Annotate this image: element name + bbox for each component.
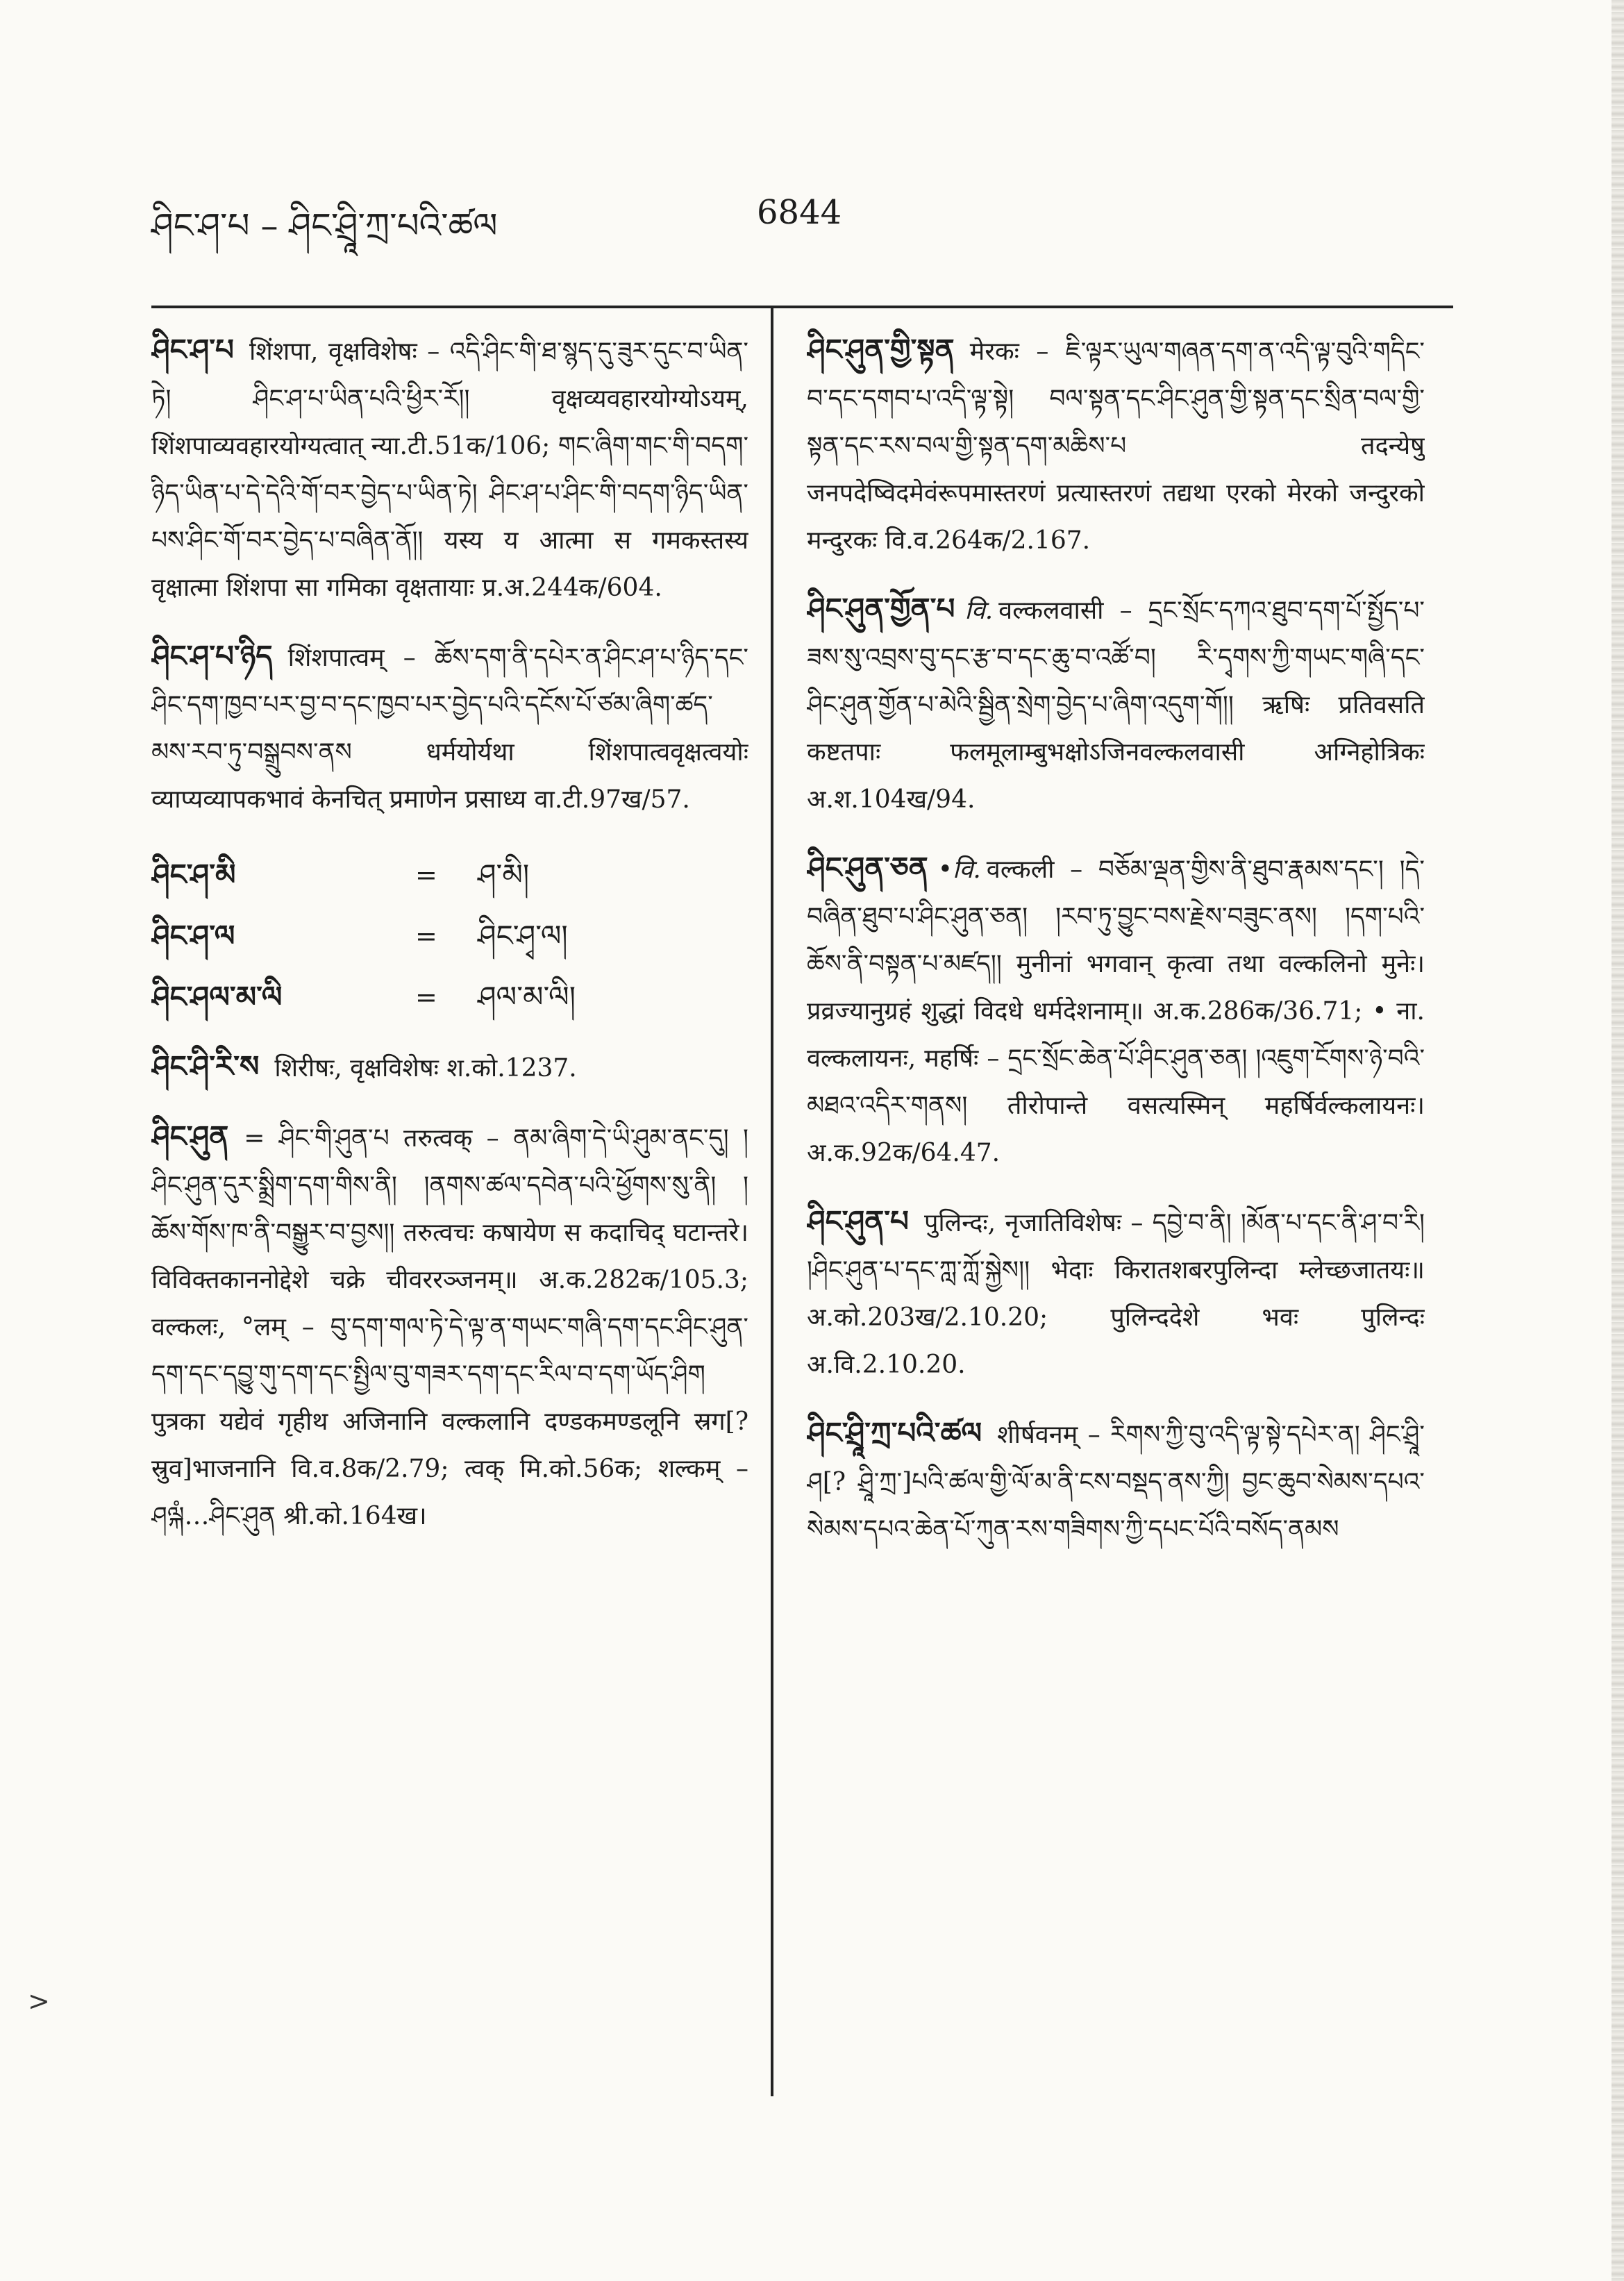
entry-text: शिंशपात्वम् – ཆོས་དག་ནི་དཔེར་ན་ཤིང་ཤ་པ་ཉིད་དང་ཤིང་དག་ཁྱབ་པར་བྱ་བ་དང་ཁྱབ་པར་བྱེད་པའི་དངོས་པོ་ཙམ་ཞིག་ཚད་མས་རབ་ཏུ་བསྒྲུབས་ནས धर्मयोर्यथा शिंशपात्ववृक्षत्वयोः व्याप्यव्यापकभावं केनचित् प्रमाणेन प्रसाध्य वा.टी.97ख/57. xyxy=(151,644,748,814)
column-divider xyxy=(771,308,773,2096)
cross-reference xyxy=(151,905,748,967)
header-rule xyxy=(151,306,1453,308)
entry-text: शिरीषः, वृक्षविशेषः श.को.1237. xyxy=(274,1054,577,1083)
left-column xyxy=(151,326,748,2201)
entry-text: पुलिन्दः, नृजातिविशेषः – དབྱེ་བ་ནི། །མོན་པ་དང་ནི་ཤ་བ་རི། །ཤིང་ཤུན་པ་དང་ཀླ་ཀློ་སྐྱེས།། भेदाः किरातशबरपुलिन्दा म्लेच्छजातयः॥ अ.को.203ख/2.10.20; पुलिन्ददेशे भवः पुलिन्दः अ.वि.2.10.20. xyxy=(807,1209,1425,1379)
xref-equals: = xyxy=(415,982,437,1012)
xref-headword: ཤིང་ཤལ་མ་ལི xyxy=(151,980,283,1014)
dictionary-entry xyxy=(807,844,1425,1177)
entry-headword: ཤིང་ཤུན་ཅན xyxy=(807,851,928,885)
entry-headword: ཤིང་ཤུན་གྱོན་པ xyxy=(807,592,955,626)
entry-headword: ཤིང་ཤི་རི་ས xyxy=(151,1049,260,1083)
dictionary-entry xyxy=(807,585,1425,824)
entry-grammar: •वि. xyxy=(937,855,981,884)
dictionary-entry xyxy=(807,1198,1425,1389)
entry-headword: ཤིང་ཤུན་པ xyxy=(807,1204,909,1238)
entry-text: शिंशपा, वृक्षविशेषः – འདི་ཤིང་གི་ཐ་སྙད་དུ་ཟུར་དུང་བ་ཡིན་ཏེ། ཤིང་ཤ་པ་ཡིན་པའི་ཕྱིར་རོ།། वृक्षव्यवहारयोग्योऽयम्, शिंशपाव्यवहारयोग्यत्वात् न्या.टी.51क/106; གང་ཞིག་གང་གི་བདག་ཉིད་ཡིན་པ་དེ་དེའི་གོ་བར་བྱེད་པ་ཡིན་ཏེ། ཤིང་ཤ་པ་ཤིང་གི་བདག་ཉིད་ཡིན་པས་ཤིང་གོ་བར་བྱེད་པ་བཞིན་ནོ།། यस्य य आत्मा स गमकस्तस्य वृक्षात्मा शिंशपा सा गमिका वृक्षतायाः प्र.अ.244क/604. xyxy=(151,337,748,602)
cross-reference xyxy=(151,967,748,1028)
entry-text: शीर्षवनम् – རིགས་ཀྱི་བུ་འདི་ལྟ་སྟེ་དཔེར་ན། ཤིང་ཤྲཱི་ཤ[? ཤྲཱི་ཀྲ་]པའི་ཚལ་གྱི་ལོ་མ་ནི་ངས་བསྡད་ནས་ཀྱི། བྱང་ཆུབ་སེམས་དཔའ་སེམས་དཔའ་ཆེན་པོ་ཀུན་རས་གཟིགས་ཀྱི་དཔང་པོའི་བསོད་ནམས xyxy=(807,1421,1425,1544)
entry-headword: ཤིང་ཤུན xyxy=(151,1119,229,1153)
scan-edge-shadow xyxy=(1612,0,1624,2281)
entry-text: वल्कलवासी – དྲང་སྲོང་དཀའ་ཐུབ་དག་པོ་སྤྱོད་པ་ཟས་སུ་འབྲས་བུ་དང་རྩ་བ་དང་ཆུ་བ་འཚོ་བ། རི་དྭགས་ཀྱི་གཡང་གཞི་དང་ཤིང་ཤུན་གྱོན་པ་མེའི་སྦྱིན་སྲེག་བྱེད་པ་ཞིག་འདུག་གོ།། ऋषिः प्रतिवसति कष्टतपाः फलमूलाम्बुभक्षोऽजिनवल्कलवासी अग्निहोत्रिकः अ.श.104ख/94. xyxy=(807,596,1425,814)
xref-headword: ཤིང་ཤ་ལ xyxy=(151,919,235,953)
xref-target: ཤ་མི། xyxy=(478,858,530,892)
entry-text: वल्कली – བཅོམ་ལྡན་གྱིས་ནི་ཐུབ་རྣམས་དང་། །དེ་བཞིན་ཐུབ་པ་ཤིང་ཤུན་ཅན། །རབ་ཏུ་བྱུང་བས་རྗེས་བཟུང་ནས། །དག་པའི་ཆོས་ནི་བསྟན་པ་མཛད།། मुनीनां भगवान् कृत्वा तथा वल्कलिनो मुनेः। प्रव्रज्यानुग्रहं शुद्धां विदधे धर्मदेशनाम्॥ अ.क.286क/36.71; • ना. वल्कलायनः, महर्षिः – དྲང་སྲོང་ཆེན་པོ་ཤིང་ཤུན་ཅན། །འཇུག་ངོགས་ཉེ་བའི་མཐའ་འདིར་གནས། तीरोपान्ते वसत्यस्मिन् महर्षिर्वल्कलायनः। अ.क.92क/64.47. xyxy=(807,855,1425,1167)
cross-reference-list xyxy=(151,844,748,1028)
right-column xyxy=(807,326,1425,2201)
dictionary-entry xyxy=(151,326,748,612)
xref-equals: = xyxy=(415,921,437,951)
cross-reference xyxy=(151,844,748,905)
dictionary-entry xyxy=(151,1113,748,1540)
entry-headword: ཤིང་ཤ་པ xyxy=(151,333,234,367)
dictionary-entry xyxy=(807,326,1425,565)
xref-target: ཤལ་མ་ལི། xyxy=(478,980,576,1014)
entry-grammar: वि. xyxy=(964,596,994,625)
entry-headword: ཤིང་ཤྲཱི་ཀྲ་པའི་ཚལ xyxy=(807,1416,982,1450)
dictionary-entry xyxy=(807,1410,1425,1553)
xref-headword: ཤིང་ཤ་མི xyxy=(151,858,236,892)
xref-equals: = xyxy=(415,860,437,890)
margin-mark: > xyxy=(28,1986,50,2016)
dictionary-entry xyxy=(151,1043,748,1092)
entry-text: = ཤིང་གི་ཤུན་པ तरुत्वक् – ནམ་ཞིག་དེ་ཡི་ཤུམ་ནང་དུ། །ཤིང་ཤུན་དུར་སྨྲིག་དག་གིས་ནི། །ནགས་ཚལ་དབེན་པའི་ཕྱོགས་སུ་ནི། །ཆོས་གོས་ཁ་ནི་བསྒྱུར་བ་བྱས།། तरुत्वचः कषायेण स कदाचिद् घटान्तरे। विविक्तकाननोद्देशे चक्रे चीवररञ्जनम्॥ अ.क.282क/105.3; वल्कलः, °लम् – བུ་དག་གལ་ཏེ་དེ་ལྟ་ན་གཡང་གཞི་དག་དང་ཤིང་ཤུན་དག་དང་དབྱུ་གུ་དག་དང་སྤྱིལ་བུ་གཟར་དག་དང་རིལ་བ་དག་ཡོད་ཤིག पुत्रका यद्येवं गृहीथ अजिनानि वल्कलानि दण्डकमण्डलूनि स्रग[? स्रुव]भाजनानि वि.व.8क/2.79; त्वक् मि.को.56क; शल्कम् – ཤལྐཾ…ཤིང་ཤུན श्री.को.164ख। xyxy=(151,1124,748,1530)
dictionary-entry xyxy=(151,633,748,824)
xref-target: ཤིང་ཤྭ་ལ། xyxy=(478,919,568,953)
page-number: 6844 xyxy=(757,193,842,232)
entry-headword: ཤིང་ཤུན་གྱི་སྟན xyxy=(807,333,955,367)
entry-headword: ཤིང་ཤ་པ་ཉིད xyxy=(151,639,273,673)
entry-text: मेरकः – ཇི་ལྟར་ཡུལ་གཞན་དག་ན་འདི་ལྟ་བུའི་གདིང་བ་དང་དགབ་པ་འདི་ལྟ་སྟེ། བལ་སྟན་དང་ཤིང་ཤུན་གྱི་སྟན་དང་སྲིན་བལ་གྱི་སྟན་དང་རས་བལ་གྱི་སྟན་དག་མཆིས་པ तदन्येषु जनपदेष्विदमेवंरूपमास्तरणं प्रत्यास्तरणं तद्यथा एरको मेरको जन्दुरको मन्दुरकः वि.व.264क/2.167. xyxy=(807,337,1425,555)
running-head: ཤིང་ཤ་པ – ཤིང་ཤྲཱི་ཀྲ་པའི་ཚལ xyxy=(151,206,498,246)
